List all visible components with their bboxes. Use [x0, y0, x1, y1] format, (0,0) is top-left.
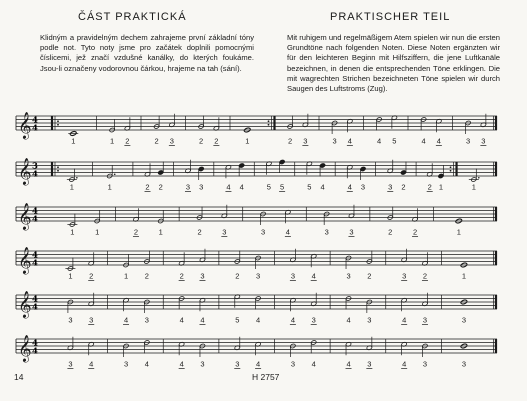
- note-head: [198, 166, 204, 171]
- hole-number: 4: [402, 315, 407, 325]
- staff-3: [16, 204, 497, 237]
- hole-number: 3: [402, 271, 407, 281]
- hole-number: 2: [388, 227, 393, 237]
- hole-number: 5: [280, 182, 285, 192]
- staff-6: [16, 336, 497, 369]
- staff-2: [16, 159, 497, 192]
- hole-number: 2: [214, 136, 219, 146]
- hole-number: 2: [144, 271, 149, 281]
- hole-number: 3: [346, 271, 351, 281]
- hole-number: 1: [71, 136, 76, 146]
- hole-number: 2: [125, 136, 130, 146]
- time-signature-bottom: 4: [32, 346, 38, 357]
- hole-number: 5: [307, 182, 312, 192]
- hole-number: 3: [332, 136, 337, 146]
- hole-number: 1: [68, 271, 73, 281]
- hole-number: 1: [158, 227, 163, 237]
- hole-number: 4: [144, 359, 149, 369]
- page-number: 14: [14, 372, 24, 382]
- hole-number: 3: [367, 315, 372, 325]
- hole-number: 3: [261, 227, 266, 237]
- time-signature-top: 4: [32, 250, 38, 261]
- hole-number: 3: [256, 271, 261, 281]
- time-signature-top: 4: [32, 294, 38, 305]
- hole-number: 4: [346, 315, 351, 325]
- hole-number: 3: [461, 359, 467, 369]
- repeat-dot: [268, 124, 270, 126]
- hole-number: 2: [179, 271, 184, 281]
- treble-clef-icon: 𝄞: [18, 159, 32, 185]
- hole-number: 3: [388, 182, 393, 192]
- hole-number: 2: [158, 182, 163, 192]
- repeat-dot: [57, 166, 59, 168]
- note-head: [279, 159, 285, 164]
- staff-4: [16, 248, 497, 281]
- hole-number: 4: [123, 315, 129, 325]
- treble-clef-icon: 𝄞: [18, 204, 32, 230]
- hole-number: 3: [144, 315, 149, 325]
- heading-czech: ČÁST PRAKTICKÁ: [78, 11, 187, 23]
- note-head: [158, 170, 164, 175]
- hole-number: 4: [311, 359, 316, 369]
- hole-number: 2: [288, 136, 293, 146]
- hole-number: 4: [89, 359, 94, 369]
- hole-number: 4: [285, 227, 290, 237]
- hole-number: 4: [239, 182, 244, 192]
- hole-number: 3: [89, 315, 94, 325]
- time-signature-bottom: 4: [32, 258, 38, 269]
- hole-number: 3: [123, 359, 129, 369]
- hole-number: 4: [347, 182, 352, 192]
- staff-5: [16, 292, 497, 325]
- edition-code: H 2757: [252, 372, 280, 382]
- hole-number: 3: [199, 182, 204, 192]
- repeat-dot: [57, 120, 59, 122]
- hole-number: 3: [222, 227, 227, 237]
- hole-number: 2: [199, 136, 204, 146]
- hole-number: 2: [154, 136, 159, 146]
- treble-clef-icon: 𝄞: [18, 336, 32, 362]
- hole-number: 3: [324, 227, 329, 237]
- hole-number: 4: [421, 136, 426, 146]
- repeat-dot: [450, 170, 452, 172]
- time-signature-bottom: 4: [32, 169, 38, 180]
- hole-number: 4: [377, 136, 382, 146]
- intro-text-german: Mit ruhigem und regelmäßigem Atem spielen wir nun die ersten Grundtöne nach folgenden Noten. Diese Noten ergänzten wir für den leichteren Beginn mit Hilfsziffern, die jene Luftkanäle bezeichnen, in denen die entsprechenden Töne erklingen. Die mit wagrechten Strichen bezeichneten Töne spielen wir durch Saugen des Luftstroms (Zug).: [287, 33, 500, 94]
- hole-number: 1: [461, 271, 467, 281]
- hole-number: 2: [89, 271, 94, 281]
- hole-number: 3: [68, 359, 73, 369]
- intro-text-czech: Klidným a pravidelným dechem zahrajeme první základní tóny podle not. Tyto noty jsme pro začátek doplnili pomocnými číslicemi, jež značí vzdušné kanálky, do kterých foukáme. Jsou-li označeny vodorovnou čárkou, hrajeme na tah (sání).: [40, 33, 254, 73]
- hole-number: 4: [290, 315, 295, 325]
- time-signature-bottom: 4: [32, 214, 38, 225]
- time-signature-bottom: 4: [32, 123, 38, 134]
- hole-number: 4: [256, 359, 261, 369]
- hole-number: 1: [245, 136, 250, 146]
- hole-number: 4: [436, 136, 441, 146]
- hole-number: 4: [320, 182, 325, 192]
- hole-number: 4: [311, 271, 316, 281]
- hole-number: 5: [266, 182, 271, 192]
- time-signature-top: 3: [32, 161, 38, 172]
- hole-number: 1: [95, 227, 100, 237]
- hole-number: 2: [367, 271, 372, 281]
- note-head: [400, 170, 406, 175]
- repeat-dot: [268, 120, 270, 122]
- hole-number: 3: [360, 182, 366, 192]
- hole-number: 3: [422, 359, 428, 369]
- hole-number: 1: [438, 182, 444, 192]
- hole-number: 2: [427, 182, 432, 192]
- hole-number: 2: [235, 271, 240, 281]
- hole-number: 1: [69, 182, 74, 192]
- hole-number: 1: [110, 136, 115, 146]
- hole-number: 4: [226, 182, 231, 192]
- note-dot: [478, 177, 480, 179]
- hole-number: 3: [466, 136, 471, 146]
- hole-number: 4: [179, 359, 184, 369]
- heading-german: PRAKTISCHER TEIL: [330, 11, 451, 23]
- hole-number: 4: [179, 315, 184, 325]
- hole-number: 2: [133, 227, 139, 237]
- repeat-dot: [57, 170, 59, 172]
- hole-number: 3: [481, 136, 486, 146]
- hole-number: 2: [145, 182, 150, 192]
- treble-clef-icon: 𝄞: [18, 248, 32, 274]
- time-signature-top: 4: [32, 338, 38, 349]
- hole-number: 3: [290, 359, 295, 369]
- hole-number: 3: [169, 136, 174, 146]
- hole-number: 3: [367, 359, 372, 369]
- hole-number: 3: [303, 136, 308, 146]
- repeat-dot: [57, 124, 59, 126]
- note-head: [360, 166, 366, 171]
- repeat-dot: [450, 166, 452, 168]
- treble-clef-icon: 𝄞: [18, 292, 32, 318]
- note-dot: [76, 177, 78, 179]
- hole-number: 5: [235, 315, 240, 325]
- staff-1: [16, 113, 497, 146]
- hole-number: 4: [347, 136, 352, 146]
- hole-number: 3: [200, 271, 205, 281]
- hole-number: 4: [346, 359, 351, 369]
- hole-number: 3: [200, 359, 205, 369]
- hole-number: 1: [70, 227, 75, 237]
- hole-number: 4: [200, 315, 205, 325]
- note-head: [438, 173, 444, 178]
- hole-number: 3: [290, 271, 295, 281]
- hole-number: 2: [401, 182, 406, 192]
- hole-number: 1: [123, 271, 129, 281]
- hole-number: 1: [456, 227, 461, 237]
- hole-number: 3: [422, 315, 428, 325]
- hole-number: 3: [311, 315, 316, 325]
- hole-number: 3: [185, 182, 191, 192]
- hole-number: 3: [68, 315, 73, 325]
- hole-number: 4: [402, 359, 407, 369]
- note-head: [320, 163, 326, 168]
- hole-number: 2: [197, 227, 202, 237]
- hole-number: 2: [412, 227, 418, 237]
- time-signature-top: 4: [32, 115, 38, 126]
- hole-number: 4: [256, 315, 261, 325]
- hole-number: 3: [235, 359, 240, 369]
- hole-number: 1: [471, 182, 476, 192]
- hole-number: 2: [422, 271, 428, 281]
- hole-number: 1: [107, 182, 112, 192]
- hole-number: 3: [461, 315, 467, 325]
- hole-number: 5: [392, 136, 397, 146]
- time-signature-top: 4: [32, 206, 38, 217]
- treble-clef-icon: 𝄞: [18, 113, 32, 139]
- hole-number: 3: [349, 227, 354, 237]
- time-signature-bottom: 4: [32, 302, 38, 313]
- note-head: [239, 163, 245, 168]
- note-dot: [114, 173, 116, 175]
